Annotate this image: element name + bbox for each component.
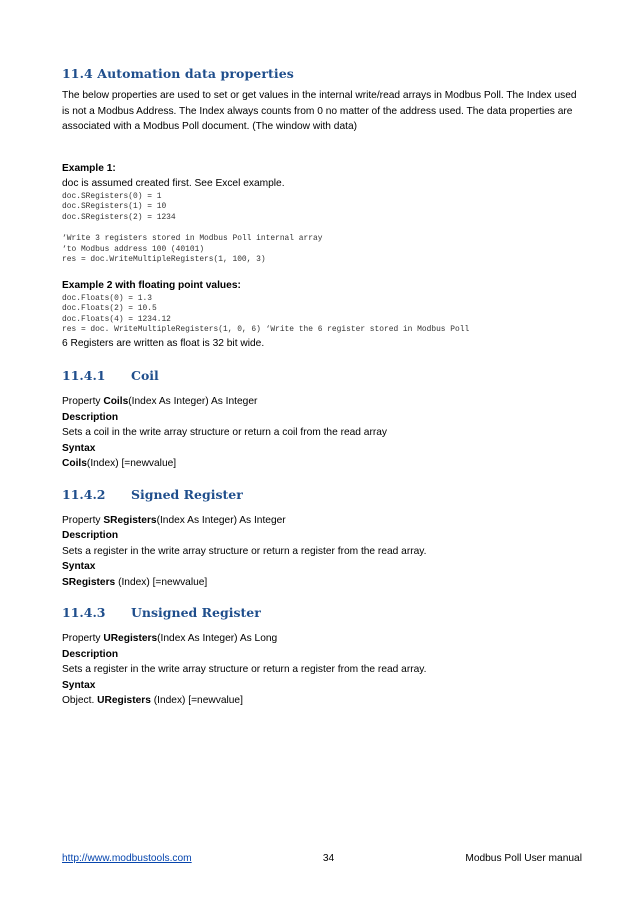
- subsection-number: 11.4.3: [62, 605, 106, 621]
- example1-code-block: [62, 192, 582, 224]
- code-line: res = doc. WriteMultipleRegisters(1, 0, 6) ‘Write the 6 register stored in Modbus Poll: [62, 325, 470, 335]
- example2-code-block: [62, 294, 582, 336]
- property-signature: Property SRegisters(Index As Integer) As Integer: [62, 514, 286, 526]
- description-label: Description: [62, 530, 119, 542]
- section-title: 11.4 Automation data properties: [62, 66, 294, 81]
- example2-note: 6 Registers are written as float is 32 bit wide.: [62, 337, 265, 349]
- description-text: Sets a register in the write array structure or return a register from the read array.: [62, 664, 427, 676]
- code-line: res = doc.WriteMultipleRegisters(1, 100, 3): [62, 255, 266, 265]
- code-line: doc.SRegisters(0) = 1: [62, 191, 162, 201]
- manual-title: Modbus Poll User manual: [465, 853, 582, 864]
- subsection-heading: [62, 487, 582, 502]
- description-label: Description: [62, 648, 119, 660]
- code-line: ‘to Modbus address 100 (40101): [62, 244, 205, 254]
- example1-code-block-2: [62, 234, 582, 266]
- code-line: doc.SRegisters(2) = 1234: [62, 212, 176, 222]
- code-line: doc.Floats(2) = 10.5: [62, 304, 157, 314]
- page-number: 34: [322, 853, 335, 864]
- property-name: SRegisters: [103, 514, 157, 526]
- footer-link[interactable]: http://www.modbustools.com: [62, 853, 192, 864]
- subsection-title: Unsigned Register: [131, 605, 261, 621]
- syntax-name: URegisters: [97, 695, 151, 707]
- syntax-label: Syntax: [62, 561, 96, 573]
- document-page: [62, 66, 582, 709]
- property-name: URegisters: [103, 633, 158, 645]
- syntax-name: SRegisters: [62, 576, 116, 588]
- example1-note: doc is assumed created first. See Excel example.: [62, 178, 285, 189]
- description-text: Sets a register in the write array structure or return a register from the read array.: [62, 545, 427, 557]
- subsection-heading: [62, 368, 582, 383]
- subsection-number: 11.4.1: [62, 368, 106, 384]
- syntax-label: Syntax: [62, 679, 96, 691]
- subsection-title: Signed Register: [131, 486, 243, 502]
- syntax-text: Coils(Index) [=newvalue]: [62, 458, 177, 470]
- syntax-text: SRegisters (Index) [=newvalue]: [62, 576, 208, 588]
- syntax-text: Object. URegisters (Index) [=newvalue]: [62, 695, 243, 707]
- subsection-heading: [62, 605, 582, 620]
- page-footer: [62, 853, 582, 864]
- code-line: doc.Floats(0) = 1.3: [62, 293, 152, 303]
- code-line: doc.SRegisters(1) = 10: [62, 202, 167, 212]
- subsection-number: 11.4.2: [62, 486, 106, 502]
- code-line: doc.Floats(4) = 1234.12: [62, 314, 171, 324]
- description-text: Sets a coil in the write array structure or return a coil from the read array: [62, 427, 387, 439]
- syntax-name: Coils: [62, 458, 87, 470]
- syntax-label: Syntax: [62, 442, 96, 454]
- subsection-title: Coil: [131, 368, 159, 384]
- intro-paragraph: The below properties are used to set or get values in the internal write/read arrays in Modbus Poll. The Index used is not a Modbus Address. The Index always counts from 0 no matter of the address used. The data properties are associated with a Modbus Poll document. (The window with data): [62, 90, 577, 132]
- property-signature: Property URegisters(Index As Integer) As Long: [62, 633, 278, 645]
- property-signature: Property Coils(Index As Integer) As Integer: [62, 396, 258, 408]
- description-label: Description: [62, 411, 119, 423]
- code-line: ‘Write 3 registers stored in Modbus Poll internal array: [62, 234, 323, 244]
- example1-heading: Example 1:: [62, 162, 116, 174]
- property-name: Coils: [103, 396, 129, 408]
- example2-heading: Example 2 with floating point values:: [62, 280, 241, 292]
